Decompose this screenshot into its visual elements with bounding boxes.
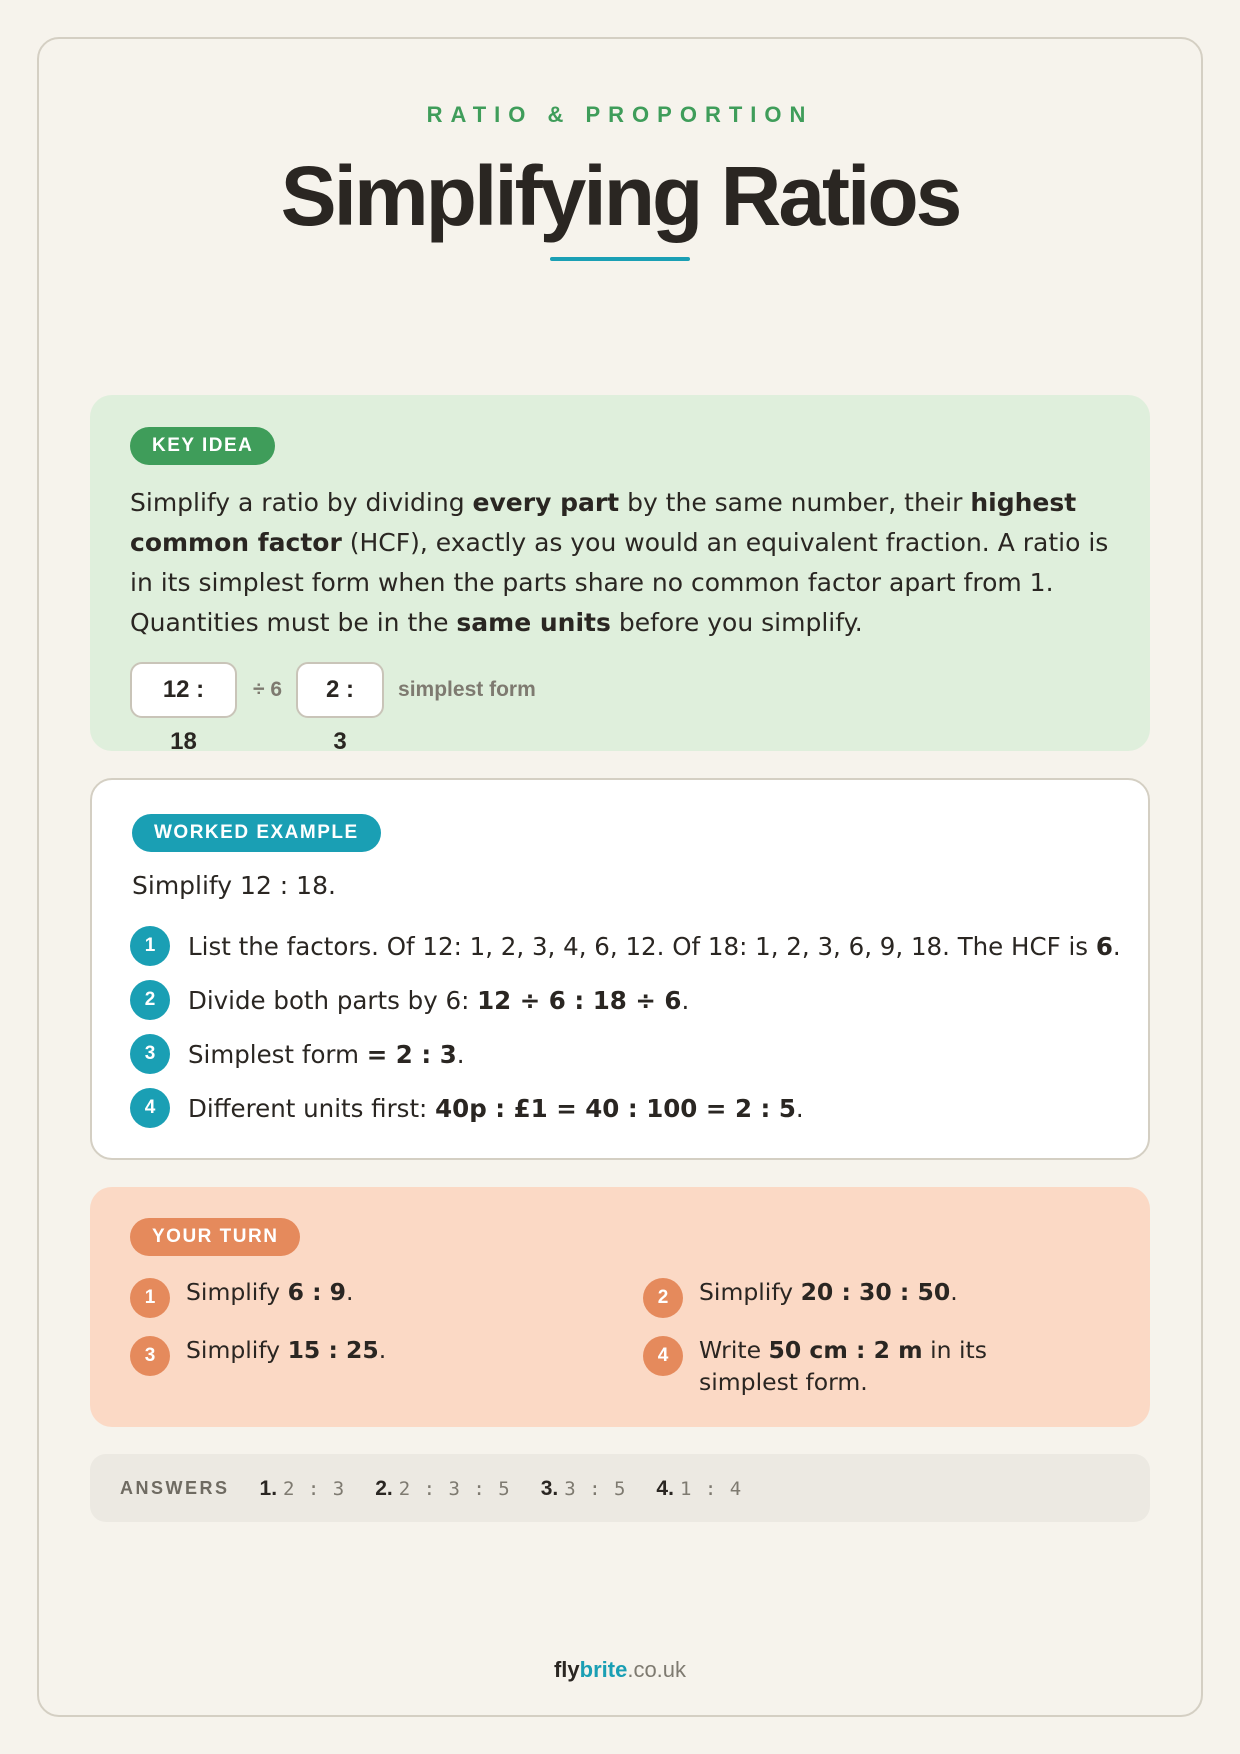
- ratio-from-box: 12 : 18: [130, 662, 237, 718]
- page-title: Simplifying Ratios: [280, 149, 960, 243]
- key-idea-card: [90, 395, 1150, 755]
- worked-step: [130, 926, 1121, 966]
- step-text: Divide both parts by 6: 12 ÷ 6 : 18 ÷ 6.: [188, 985, 690, 1015]
- question-number: 4: [643, 1336, 683, 1376]
- practice-question: [643, 1334, 1073, 1398]
- footer-brand: [0, 1657, 1240, 1683]
- question-text: Simplify 6 : 9.: [186, 1278, 354, 1306]
- worked-step: [130, 980, 689, 1020]
- question-number: 1: [130, 1278, 170, 1318]
- brand-domain: .co.uk: [627, 1657, 687, 1682]
- step-text: Simplest form = 2 : 3.: [188, 1039, 465, 1069]
- step-number: 1: [130, 926, 170, 966]
- answers-label: ANSWERS: [120, 1477, 230, 1498]
- ratio-to-box: 2 : 3: [296, 662, 384, 718]
- answer-item: 1. 2 : 3: [259, 1476, 346, 1500]
- answer-item: 3. 3 : 5: [540, 1476, 627, 1500]
- question-text: Simplify 15 : 25.: [186, 1336, 387, 1364]
- worked-example-badge: WORKED EXAMPLE: [132, 814, 381, 852]
- step-number: 3: [130, 1034, 170, 1074]
- ratio-example: [130, 662, 536, 755]
- your-turn-badge: YOUR TURN: [130, 1218, 300, 1256]
- step-text: List the factors. Of 12: 1, 2, 3, 4, 6, 12. Of 18: 1, 2, 3, 6, 9, 18. The HCF is 6.: [188, 931, 1121, 961]
- brand-fly: fly: [553, 1657, 580, 1682]
- worked-example-card: [90, 778, 1150, 1160]
- answer-item: 4. 1 : 4: [656, 1476, 743, 1500]
- step-number: 2: [130, 980, 170, 1020]
- question-text: Simplify 20 : 30 : 50.: [699, 1278, 958, 1306]
- practice-question: [643, 1276, 1103, 1318]
- question-number: 2: [643, 1278, 683, 1318]
- ratio-note: simplest form: [398, 678, 536, 701]
- your-turn-card: [90, 1187, 1150, 1427]
- worked-example-question: Simplify 12 : 18.: [132, 871, 336, 900]
- practice-question: [130, 1276, 590, 1318]
- ratio-operation: ÷ 6: [253, 678, 283, 701]
- title-underline: [550, 257, 690, 261]
- step-number: 4: [130, 1088, 170, 1128]
- answers-bar: [90, 1454, 1150, 1522]
- question-text: Write 50 cm : 2 m in its simplest form.: [699, 1336, 987, 1396]
- answer-item: 2. 2 : 3 : 5: [375, 1476, 511, 1500]
- key-idea-text: Simplify a ratio by dividing every part by the same number, their highest common factor (HCF), exactly as you would an equivalent fraction. A ratio is in its simplest form when the parts share no common factor apart from 1. Quantities must be in the same units before you simplify.: [130, 488, 1109, 637]
- key-idea-badge: KEY IDEA: [130, 427, 275, 465]
- worked-step: [130, 1088, 804, 1128]
- brand-brite: brite: [579, 1657, 628, 1682]
- worked-step: [130, 1034, 465, 1074]
- question-number: 3: [130, 1336, 170, 1376]
- step-text: Different units first: 40p : £1 = 40 : 100 = 2 : 5.: [188, 1093, 804, 1123]
- topic-eyebrow: RATIO & PROPORTION: [426, 102, 814, 127]
- practice-question: [130, 1334, 590, 1376]
